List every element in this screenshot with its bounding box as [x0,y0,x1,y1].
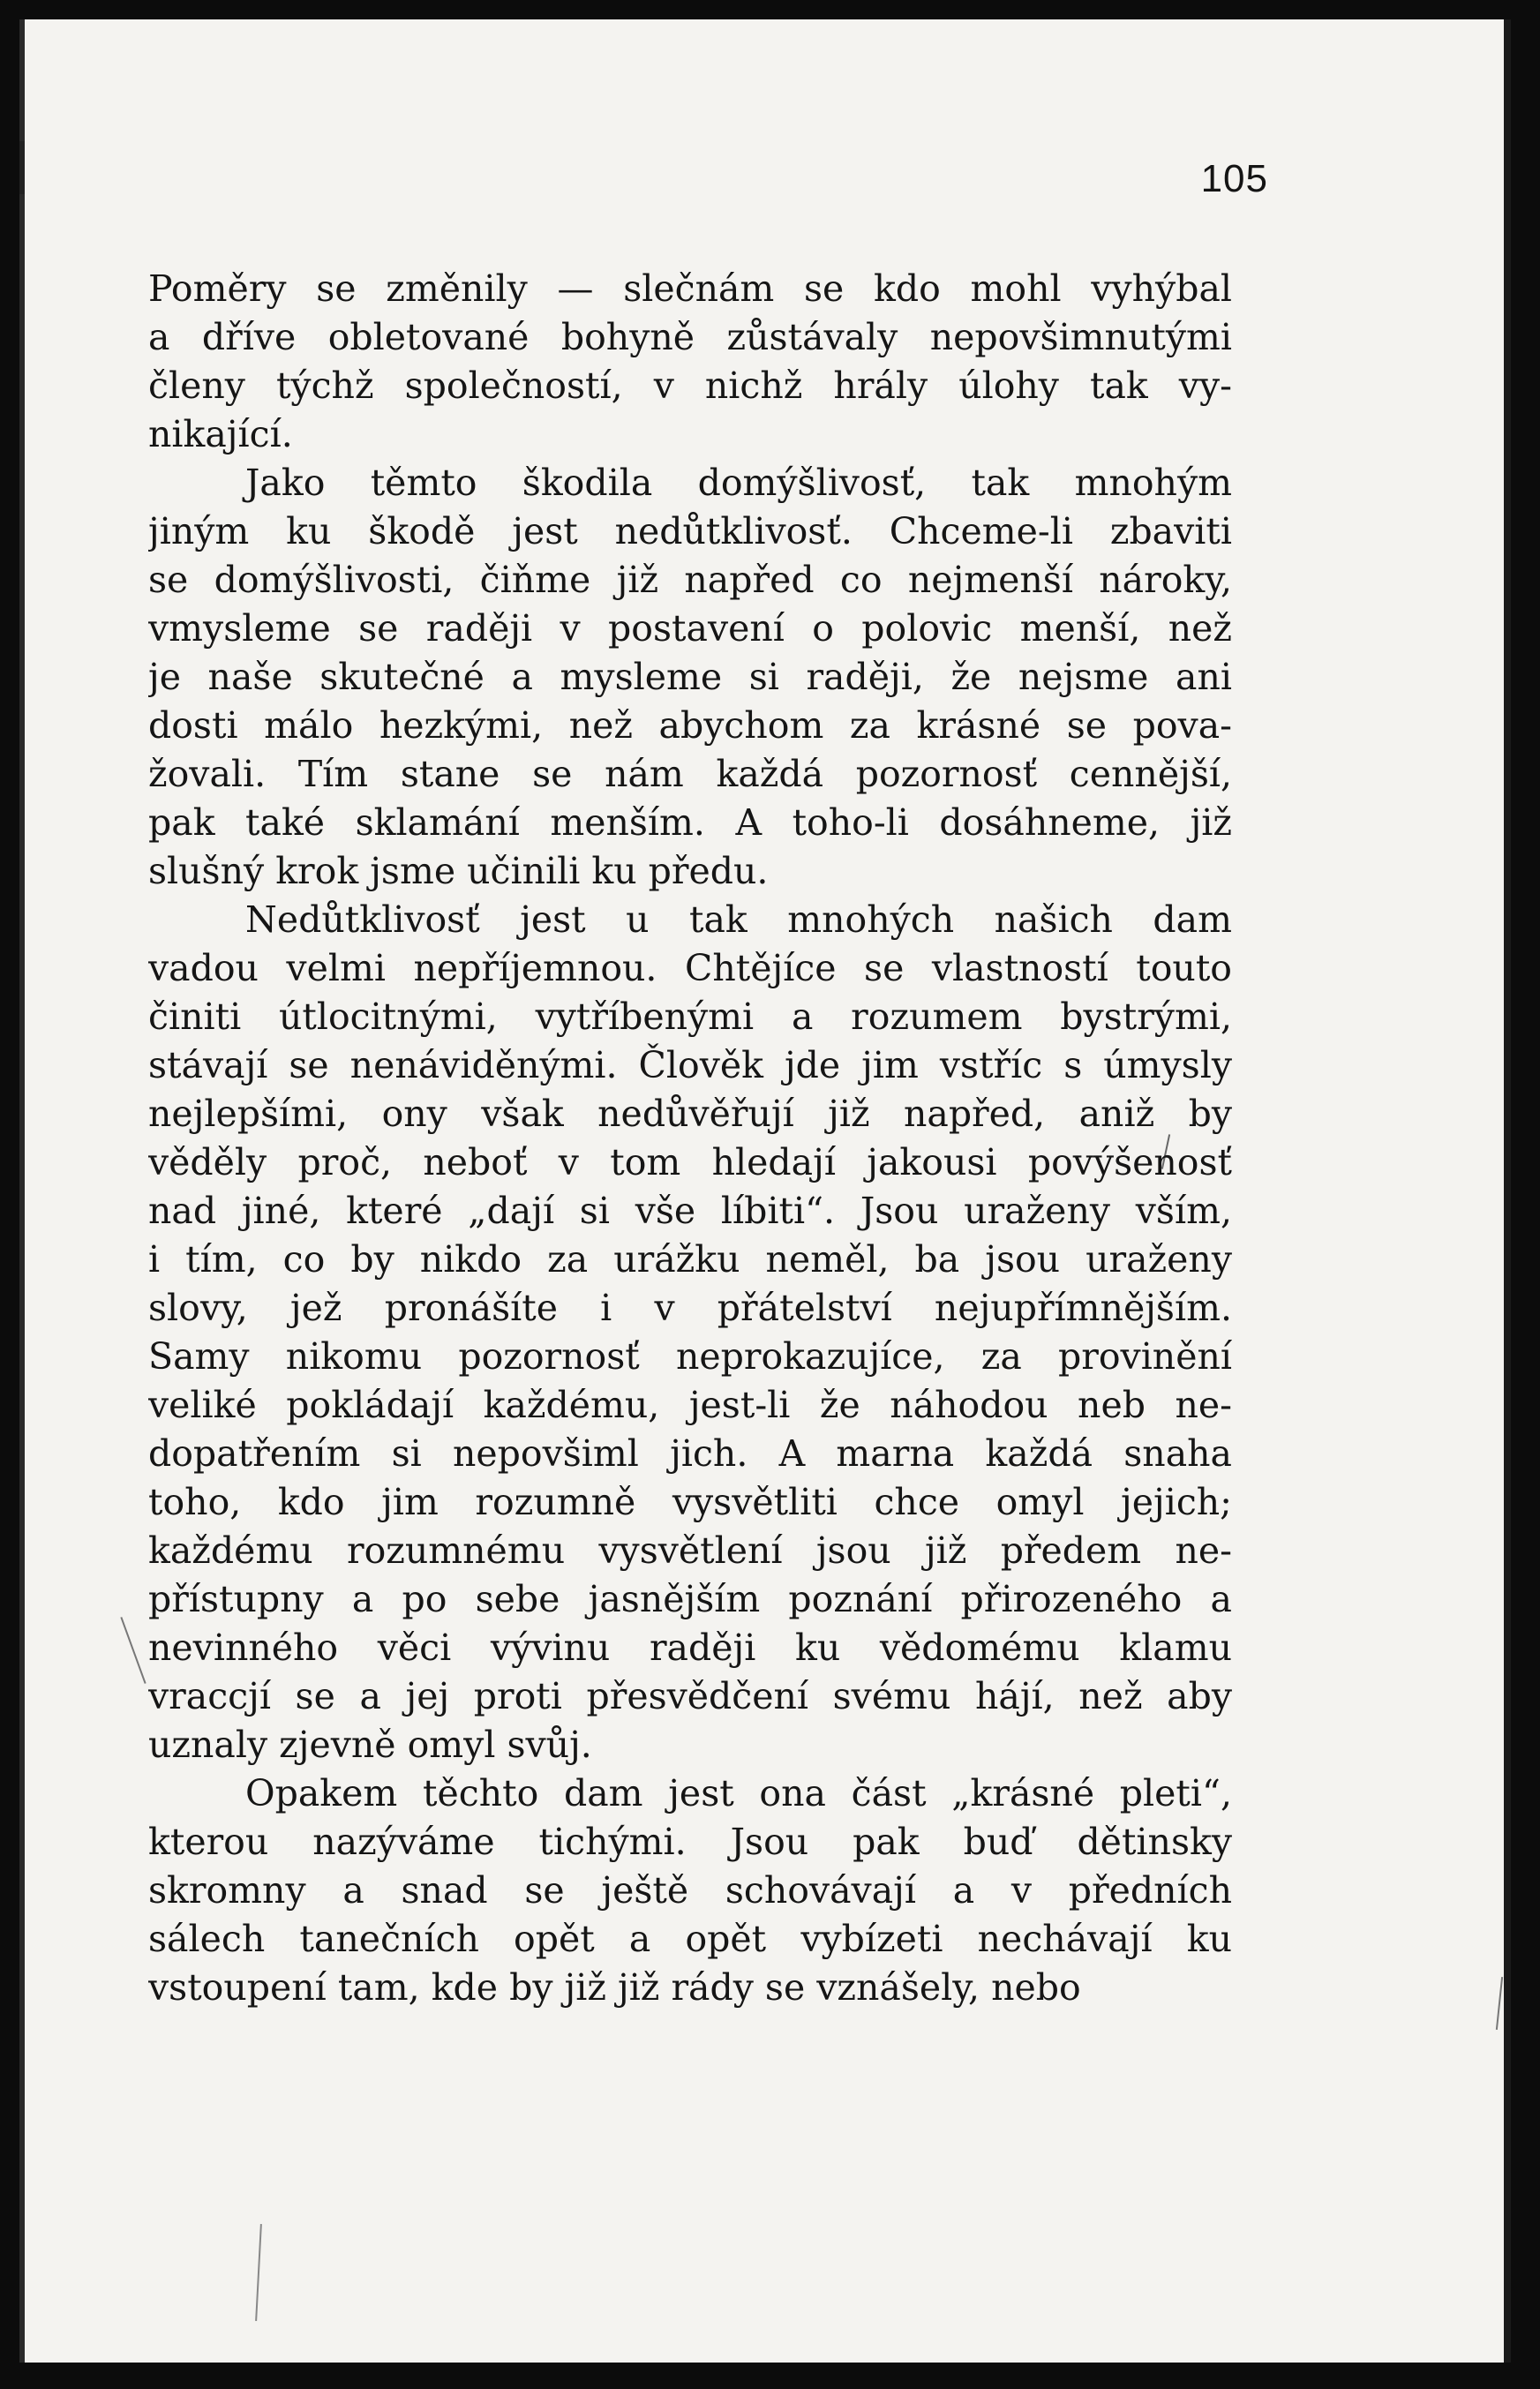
text-line: každému rozumnému vysvětlení jsou již předem ne- [148,1529,1232,1572]
text-line: vraccjí se a jej proti přesvědčení svému hájí, než aby [148,1675,1232,1717]
text-line: pak také sklamání menším. A toho-li dosáhneme, již [148,801,1232,844]
paragraph [148,459,1232,896]
text-line: dopatřením si nepovšiml jich. A marna každá snaha [148,1432,1232,1475]
text-line: vstoupení tam, kde by již již rády se vznášely, nebo [148,1966,1081,2009]
text-line: uznaly zjevně omyl svůj. [148,1724,592,1766]
paragraph [148,265,1232,459]
text-line: žovali. Tím stane se nám každá pozornosť cennější, [148,753,1232,795]
paragraph [148,896,1232,1769]
text-line: nejlepšími, ony však nedůvěřují již napřed, aniž by [148,1093,1232,1135]
text-line: nikající. [148,413,293,455]
text-line: vadou velmi nepříjemnou. Chtějíce se vlastností touto [148,947,1232,989]
text-line: Nedůtklivosť jest u tak mnohých našich dam [245,898,1232,941]
text-line: Poměry se změnily — slečnám se kdo mohl vyhýbal [148,267,1232,310]
text-line: a dříve obletované bohyně zůstávaly nepovšimnutými [148,316,1232,358]
text-line: vmysleme se raději v postavení o polovic menší, než [148,607,1232,650]
text-line: Jako těmto škodila domýšlivosť, tak mnohým [245,462,1232,504]
text-line: nad jiné, které „dají si vše líbiti“. Jsou uraženy vším, [148,1190,1232,1232]
paragraph [148,1769,1232,2012]
text-line: členy týchž společností, v nichž hrály úlohy tak vy- [148,364,1232,407]
text-line: slovy, jež pronášíte i v přátelství nejupřímnějším. [148,1287,1232,1329]
text-line: slušný krok jsme učinili ku předu. [148,850,769,892]
text-line: Opakem těchto dam jest ona část „krásné pleti“, [245,1772,1232,1814]
text-line: i tím, co by nikdo za urážku neměl, ba jsou uraženy [148,1238,1232,1281]
page-number: 105 [1200,157,1268,200]
text-line: se domýšlivosti, čiňme již napřed co nejmenší nároky, [148,559,1232,601]
text-line: skromny a snad se ještě schovávají a v předních [148,1869,1232,1912]
text-line: věděly proč, neboť v tom hledají jakousi povýšenosť [148,1141,1232,1183]
text-line: veliké pokládají každému, jest-li že náhodou neb ne- [148,1384,1232,1426]
text-line: Samy nikomu pozornosť neprokazujíce, za provinění [148,1335,1232,1378]
text-line: kterou nazýváme tichými. Jsou pak buď dětinsky [148,1821,1232,1863]
text-line: stávají se nenáviděnými. Člověk jde jim vstříc s úmysly [148,1044,1232,1086]
text-line: sálech tanečních opět a opět vybízeti nechávají ku [148,1918,1232,1960]
text-line: přístupny a po sebe jasnějším poznání přirozeného a [148,1578,1232,1620]
text-line: je naše skutečné a mysleme si raději, že nejsme ani [148,656,1232,698]
body-text [148,265,1232,2012]
text-line: toho, kdo jim rozumně vysvětliti chce omyl jejich; [148,1481,1232,1523]
text-line: nevinného věci vývinu raději ku vědomému klamu [148,1626,1232,1669]
text-line: dosti málo hezkými, než abychom za krásné se pova- [148,704,1232,747]
text-line: činiti útlocitnými, vytříbenými a rozumem bystrými, [148,995,1232,1038]
scan-artifact [19,141,25,194]
text-line: jiným ku škodě jest nedůtklivosť. Chceme-li zbaviti [148,510,1232,552]
